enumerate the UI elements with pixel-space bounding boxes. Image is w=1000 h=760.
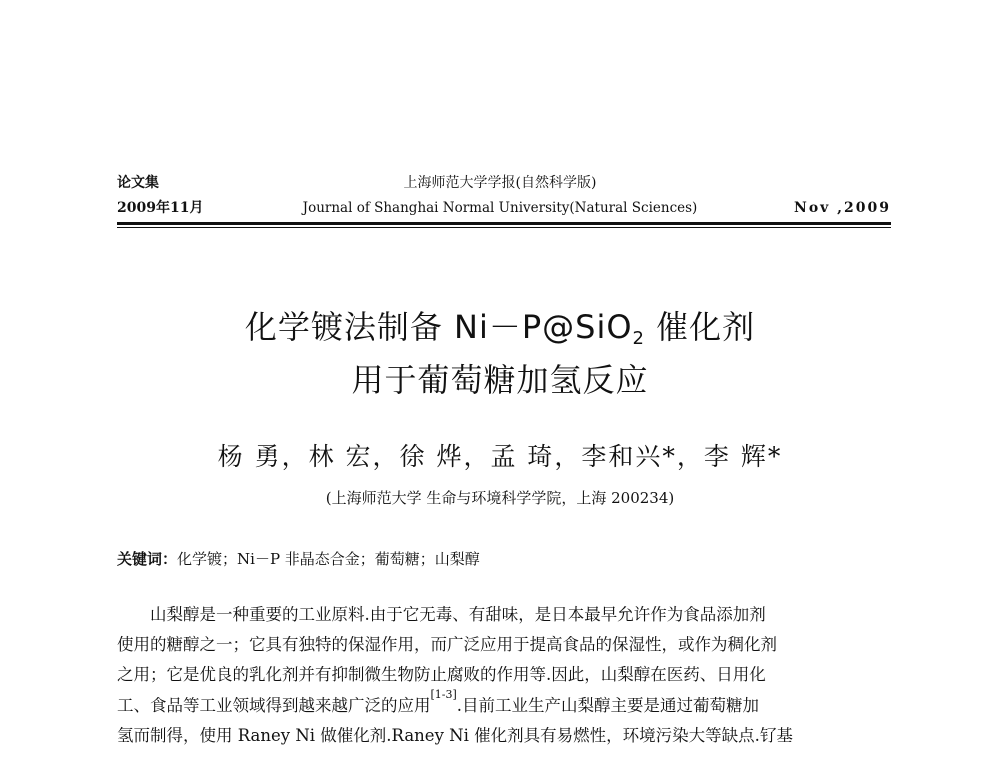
body-line-text: .目前工业生产山梨醇主要是通过葡萄糖加 [456, 695, 760, 715]
issue-date-en: Nov ,2009 [794, 200, 891, 216]
paper-title-line1 [0, 307, 1000, 347]
author-list: 杨 勇，林 宏，徐 烨，孟 琦，李和兴*，李 辉* [217, 442, 783, 471]
affiliation: (上海师范大学 生命与环境科学学院，上海 200234) [325, 489, 675, 507]
header-rule-thin [117, 227, 891, 228]
issue-date: 2009年11月 [117, 200, 204, 216]
keywords-label: 关键词： [117, 550, 178, 568]
title-suffix: 催化剂 [644, 308, 756, 346]
title-subscript: 2 [632, 328, 645, 349]
body-line: 使用的糖醇之一；它具有独特的保湿作用，而广泛应用于提高食品的保湿性，或作为稠化剂 [117, 635, 777, 655]
header-rule-thick [117, 222, 891, 225]
journal-title-en: Journal of Shanghai Normal University(Natural Sciences) [302, 200, 698, 216]
body-line: 氢而制得，使用 Raney Ni 做催化剂.Raney Ni 催化剂具有易燃性，环境污染大等缺点.钌基 [117, 725, 793, 745]
keywords-text: 化学镀；Ni－P 非晶态合金；葡萄糖；山梨醇 [177, 550, 480, 568]
body-line: 之用；它是优良的乳化剂并有抑制微生物防止腐败的作用等.因此，山梨醇在医药、日用化 [117, 665, 766, 685]
body-paragraph [117, 600, 891, 751]
keywords [117, 549, 480, 569]
paper-title-line2: 用于葡萄糖加氢反应 [351, 361, 649, 399]
body-line [117, 687, 891, 721]
citation-ref: [1-3] [430, 687, 457, 701]
column-label: 论文集 [117, 175, 159, 191]
title-prefix: 化学镀法制备 Ni－P@SiO [244, 308, 633, 346]
journal-title-cn: 上海师范大学学报(自然科学版) [403, 175, 597, 191]
body-line-text: 工、食品等工业领域得到越来越广泛的应用 [117, 695, 431, 715]
body-line: 山梨醇是一种重要的工业原料.由于它无毒、有甜味，是日本最早允许作为食品添加剂 [150, 605, 766, 624]
